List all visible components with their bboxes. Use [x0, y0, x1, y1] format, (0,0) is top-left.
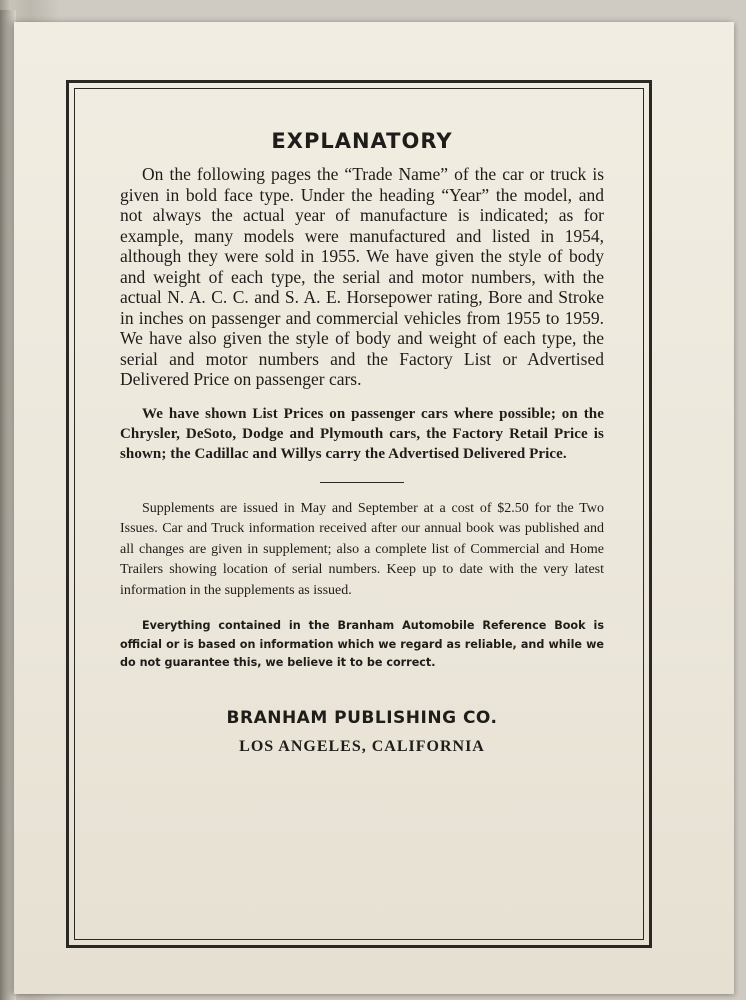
disclaimer-paragraph: Everything contained in the Branham Automobile Reference Book is official or is based on information which we regard as reliable, and while we do not guarantee this, we believe it to be correct.: [120, 619, 604, 669]
supplements-paragraph: Supplements are issued in May and September at a cost of $2.50 for the Two Issues. Car and Truck information received after our annual book was published and all changes are given in supplement; also a complete list of Commercial and Home Trailers showing location of serial numbers. Keep up to date with the very latest information in the supplements as issued.: [120, 500, 604, 598]
explanatory-content: [120, 128, 604, 757]
section-divider: [320, 482, 404, 483]
publisher-name: BRANHAM PUBLISHING CO.: [226, 707, 498, 728]
publisher-location: LOS ANGELES, CALIFORNIA: [239, 737, 485, 755]
list-prices-paragraph: We have shown List Prices on passenger cars where possible; on the Chrysler, DeSoto, Dodge and Plymouth cars, the Factory Retail Price is shown; the Cadillac and Willys carry the Advertised Delivered Price.: [120, 405, 604, 462]
intro-paragraph: On the following pages the “Trade Name” of the car or truck is given in bold face type. Under the heading “Year” the model, and not always the actual year of manufacture is indicated; as for example, many models were manufactured and listed in 1954, although they were sold in 1955. We have given the style of body and weight of each type, the serial and motor numbers, with the actual N. A. C. C. and S. A. E. Horsepower rating, Bore and Stroke in inches on passenger and commercial vehicles from 1955 to 1959. We have also given the style of body and weight of each type, the serial and motor numbers and the Factory List or Advertised Delivered Price on passenger cars.: [120, 164, 604, 389]
page-title: EXPLANATORY: [271, 129, 453, 153]
